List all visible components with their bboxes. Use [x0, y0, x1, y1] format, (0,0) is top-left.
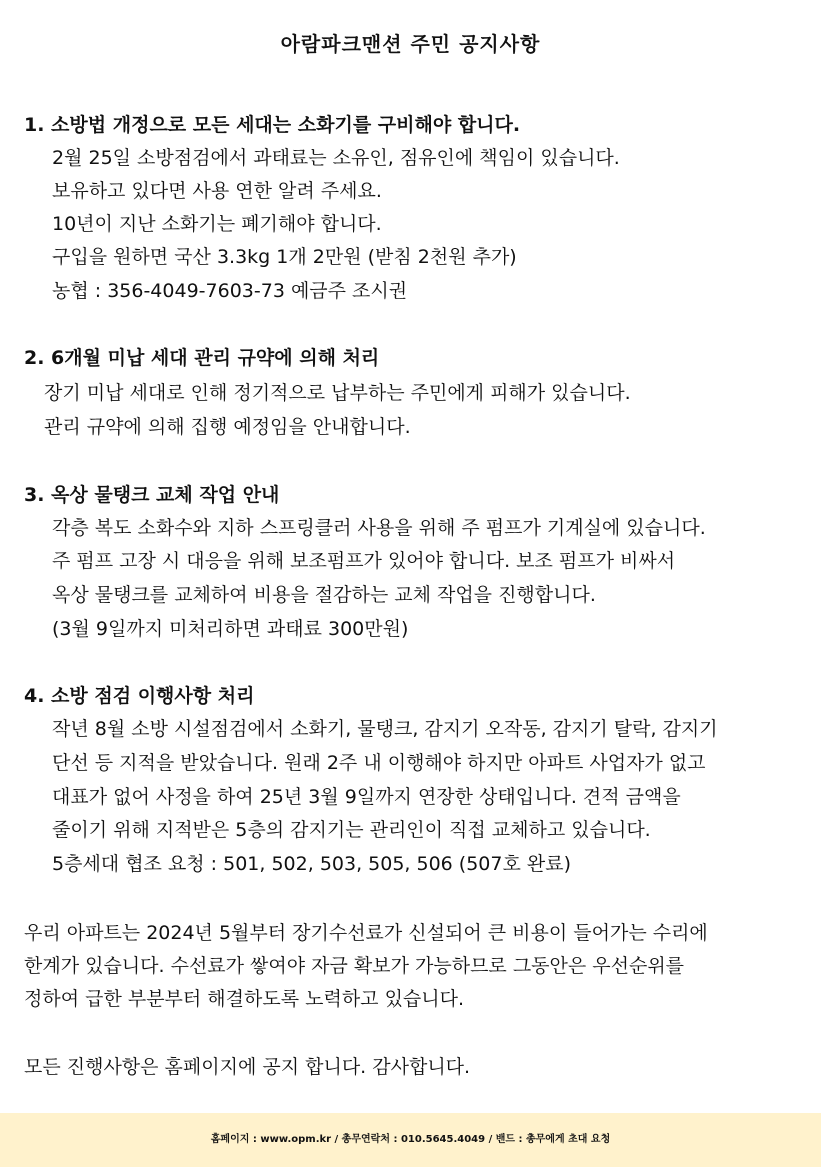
section-3-heading: 3. 옥상 물탱크 교체 작업 안내: [24, 484, 280, 506]
section-2-line-2: 관리 규약에 의해 집행 예정임을 안내합니다.: [44, 416, 411, 438]
section-4-line-1: 작년 8월 소방 시설점검에서 소화기, 물탱크, 감지기 오작동, 감지기 탈락, 감지기: [52, 718, 718, 740]
section-3-line-3: 옥상 물탱크를 교체하여 비용을 절감하는 교체 작업을 진행합니다.: [52, 584, 596, 606]
contact-footer: [0, 1113, 821, 1167]
section-4-line-5: 5층세대 협조 요청 : 501, 502, 503, 505, 506 (507호 완료): [52, 853, 571, 875]
section-4-line-4: 줄이기 위해 지적받은 5층의 감지기는 관리인이 직접 교체하고 있습니다.: [52, 819, 651, 841]
footer-contact-text: 홈페이지 : www.opm.kr / 총무연락처 : 010.5645.4049 / 밴드 : 총무에게 초대 요청: [210, 1134, 611, 1145]
section-1-line-5: 농협 : 356-4049-7603-73 예금주 조시권: [52, 280, 408, 302]
section-4-line-3: 대표가 없어 사정을 하여 25년 3월 9일까지 연장한 상태입니다. 견적 금액을: [52, 786, 681, 808]
closing-line-1: 우리 아파트는 2024년 5월부터 장기수선료가 신설되어 큰 비용이 들어가는 수리에: [24, 922, 708, 944]
section-2-line-1: 장기 미납 세대로 인해 정기적으로 납부하는 주민에게 피해가 있습니다.: [44, 382, 631, 404]
section-4-line-2: 단선 등 지적을 받았습니다. 원래 2주 내 이행해야 하지만 아파트 사업자가 없고: [52, 752, 706, 774]
section-4-heading: 4. 소방 점검 이행사항 처리: [24, 685, 255, 707]
notice-title: 아람파크맨션 주민 공지사항: [280, 32, 541, 56]
section-1-line-1: 2월 25일 소방점검에서 과태료는 소유인, 점유인에 책임이 있습니다.: [52, 147, 620, 169]
section-3-line-4: (3월 9일까지 미처리하면 과태료 300만원): [52, 618, 409, 640]
section-1-line-3: 10년이 지난 소화기는 폐기해야 합니다.: [52, 213, 382, 235]
closing-line-2: 한계가 있습니다. 수선료가 쌓여야 자금 확보가 가능하므로 그동안은 우선순위를: [24, 955, 685, 977]
closing-final-line: 모든 진행사항은 홈페이지에 공지 합니다. 감사합니다.: [24, 1056, 471, 1078]
section-2-heading: 2. 6개월 미납 세대 관리 규약에 의해 처리: [24, 347, 380, 369]
section-1-line-2: 보유하고 있다면 사용 연한 알려 주세요.: [52, 180, 382, 202]
closing-line-3: 정하여 급한 부분부터 해결하도록 노력하고 있습니다.: [24, 988, 465, 1010]
section-1-line-4: 구입을 원하면 국산 3.3kg 1개 2만원 (받침 2천원 추가): [52, 246, 517, 268]
section-1-heading: 1. 소방법 개정으로 모든 세대는 소화기를 구비해야 합니다.: [24, 114, 521, 136]
section-3-line-2: 주 펌프 고장 시 대응을 위해 보조펌프가 있어야 합니다. 보조 펌프가 비싸서: [52, 550, 676, 572]
section-3-line-1: 각층 복도 소화수와 지하 스프링클러 사용을 위해 주 펌프가 기계실에 있습니다.: [52, 517, 706, 539]
